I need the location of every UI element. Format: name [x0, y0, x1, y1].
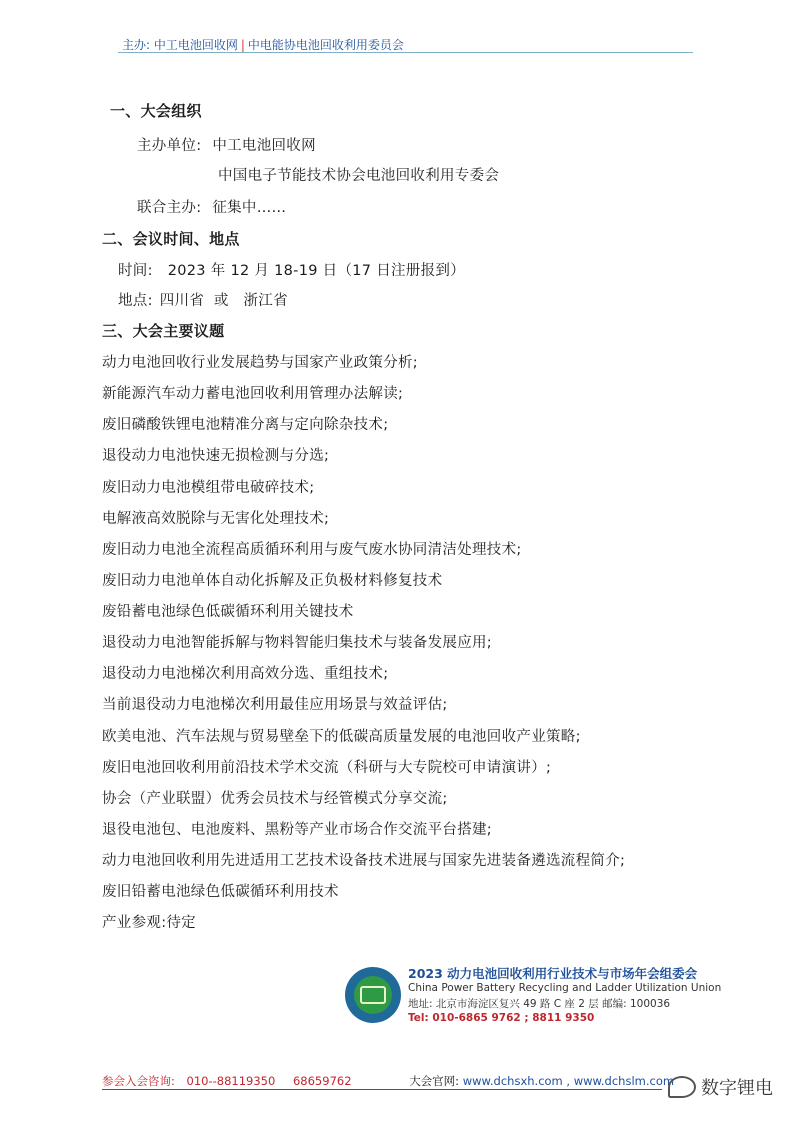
organizer-1: 中工电池回收网: [212, 138, 316, 154]
topic-item: 废旧磷酸铁锂电池精准分离与定向除杂技术;: [102, 417, 389, 433]
website-separator: ,: [566, 1074, 571, 1088]
topic-item: 新能源汽车动力蓄电池回收利用管理办法解读;: [102, 386, 404, 402]
topic-item: 当前退役动力电池梯次利用最佳应用场景与效益评估;: [102, 697, 448, 713]
topic-item: 欧美电池、汽车法规与贸易壁垒下的低碳高质量发展的电池回收产业策略;: [102, 729, 581, 745]
co-organizer-row: [137, 196, 286, 217]
time-value: 2023 年 12 月 18-19 日（17 日注册报到）: [167, 263, 466, 279]
topic-item: 废旧动力电池单体自动化拆解及正负极材料修复技术: [102, 573, 443, 589]
phone-1: 010--88119350: [186, 1074, 276, 1088]
topic-item: 退役动力电池智能拆解与物料智能归集技术与装备发展应用;: [102, 635, 492, 651]
organizing-committee-title: 2023 动力电池回收利用行业技术与市场年会组委会: [408, 966, 698, 981]
topic-item: 废旧电池回收利用前沿技术学术交流（科研与大专院校可申请演讲）;: [102, 760, 552, 776]
topic-item: 废旧铅蓄电池绿色低碳循环利用技术: [102, 884, 339, 900]
topic-item: 动力电池回收行业发展趋势与国家产业政策分析;: [102, 355, 418, 371]
topic-item: 废旧动力电池全流程高质循环利用与废气废水协同清洁处理技术;: [102, 542, 522, 558]
topic-item: 退役电池包、电池废料、黑粉等产业市场合作交流平台搭建;: [102, 822, 492, 838]
topic-item: 退役动力电池快速无损检测与分选;: [102, 448, 330, 464]
organizer-label: 主办单位:: [137, 138, 202, 154]
topic-item: 协会（产业联盟）优秀会员技术与经管模式分享交流;: [102, 791, 448, 807]
topic-item: 废旧动力电池模组带电破碎技术;: [102, 480, 315, 496]
place-value: 四川省 或 浙江省: [159, 293, 288, 309]
place-row: [118, 289, 288, 310]
header-committee: 中电能协电池回收利用委员会: [247, 38, 404, 52]
time-row: [118, 259, 465, 280]
topic-item: 电解液高效脱除与无害化处理技术;: [102, 511, 330, 527]
phone-2: 68659762: [292, 1074, 352, 1088]
topic-item: 退役动力电池梯次利用高效分选、重组技术;: [102, 666, 389, 682]
consult-label: 参会入会咨询:: [102, 1074, 175, 1088]
section-1-title: 一、大会组织: [110, 102, 202, 120]
organizing-committee-tel: Tel: 010-6865 9762 ; 8811 9350: [408, 1012, 595, 1024]
co-organizer-value: 征集中……: [212, 200, 287, 216]
watermark-text: 数字锂电: [701, 1078, 773, 1099]
site-visit: 产业参观:待定: [102, 915, 196, 931]
co-organizer-label: 联合主办:: [137, 200, 202, 216]
topic-item: 废铅蓄电池绿色低碳循环利用关键技术: [102, 604, 354, 620]
union-logo-icon: [345, 967, 401, 1023]
website-link-2[interactable]: www.dchslm.com: [573, 1074, 675, 1088]
organizing-committee-english: China Power Battery Recycling and Ladder Utilization Union: [408, 982, 722, 994]
website-label: 大会官网:: [409, 1074, 460, 1088]
watermark: [668, 1074, 773, 1100]
footer-divider: [102, 1089, 662, 1090]
organizing-committee-address: 地址: 北京市海淀区复兴 49 路 C 座 2 层 邮编: 100036: [408, 998, 671, 1010]
header-divider: [118, 52, 693, 53]
header-separator: |: [240, 38, 245, 52]
website-link-1[interactable]: www.dchsxh.com: [462, 1074, 563, 1088]
organizer-2: 中国电子节能技术协会电池回收利用专委会: [218, 168, 500, 184]
place-label: 地点:: [118, 293, 153, 309]
header-host: 主办: 中工电池回收网: [122, 38, 238, 52]
consult-phones: [187, 1074, 370, 1088]
organizer-info-block: [345, 962, 722, 1032]
wechat-icon: [668, 1076, 696, 1098]
section-3-title: 三、大会主要议题: [102, 322, 225, 340]
topic-item: 动力电池回收利用先进适用工艺技术设备技术进展与国家先进装备遴选流程简介;: [102, 853, 626, 869]
section-2-title: 二、会议时间、地点: [102, 230, 240, 248]
contact-bar: [102, 1073, 674, 1089]
organizer-row: [137, 134, 316, 155]
time-label: 时间:: [118, 263, 153, 279]
page-header: [122, 36, 404, 53]
